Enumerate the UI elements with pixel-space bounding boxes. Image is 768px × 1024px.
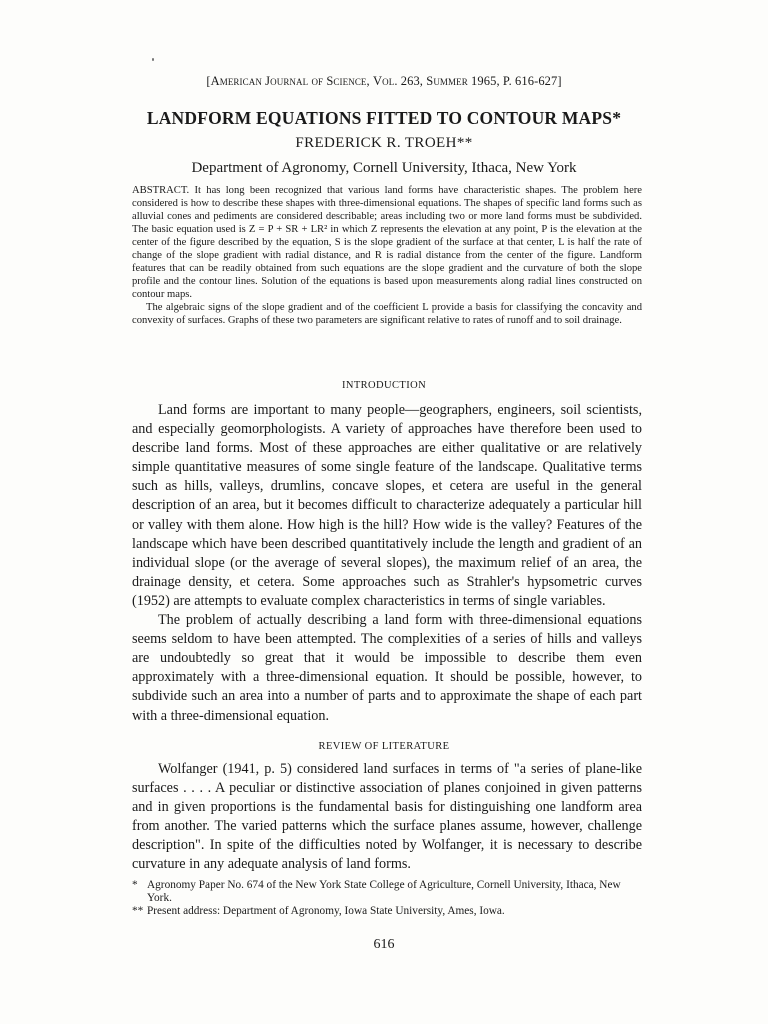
citation-volume-label: Vol	[372, 74, 395, 88]
body-paragraph: The problem of actually describing a land form with three-dimensional equations seems seldom to have been attempted. The complexities of a series of hills and valleys are undoubtedly so great that it would be impossible to describe them even approximately with a three-dimensional equation. It should be possible, however, to subdivide such an area into a number of parts and to approximate the shape of each part with a three-dimensional equation.	[132, 612, 642, 724]
abstract-paragraph: The algebraic signs of the slope gradient and of the coefficient L provide a basis for classifying the concavity and convexity of surfaces. Graphs of these two parameters are significant relative to rates of runoff and to soil drainage.	[132, 302, 642, 326]
page-number: 616	[373, 937, 395, 952]
citation-bracket: [	[206, 74, 211, 88]
introduction-body	[132, 401, 642, 726]
paper-author: FREDERICK R. TROEH**	[295, 135, 473, 151]
citation-journal: American Journal of Science	[210, 74, 367, 88]
citation-separator: ,	[366, 74, 373, 88]
section-heading-review: REVIEW OF LITERATURE	[318, 741, 450, 752]
footnote-text: Present address: Department of Agronomy, Iowa State University, Ames, Iowa.	[147, 905, 505, 918]
journal-citation	[0, 74, 768, 89]
footnotes	[132, 879, 642, 919]
abstract-paragraph: ABSTRACT. It has long been recognized that various land forms have characteristic shapes. The problem here considered is how to describe these shapes with three-dimensional equations. The shapes of specific land forms such as alluvial cones and pediments are considered describable; areas including two or more land forms must be subdivided. The basic equation used is Z = P + SR + LR² in which Z represents the elevation at any point, P is the elevation at the center of the figure described by the equation, S is the slope gradient of the surface at that center, L is half the rate of change of the slope gradient with radial distance, and R is radial distance from the center of the figure. Landform features that can be readily obtained from such equations are the slope gradient and the curvature of both the slope profile and the contour lines. Solution of the equations is based upon measurements along radial lines constructed on contour maps.	[132, 185, 642, 300]
body-paragraph: Wolfanger (1941, p. 5) considered land surfaces in terms of "a series of plane-like surfaces . . . . A peculiar or distinctive association of planes conjoined in given patterns and in given proportions is the fundamental basis for distinguishing one landform area from another. The varied patterns which the surface planes assume, however, challenge description". In spite of the difficulties noted by Wolfanger, it is necessary to describe curvature in any adequate analysis of land forms.	[132, 761, 642, 873]
footnote-mark: *	[132, 879, 138, 891]
abstract	[132, 184, 642, 327]
citation-season: Summer	[426, 74, 468, 88]
review-body	[132, 760, 642, 875]
footnote-mark: **	[132, 905, 144, 918]
citation-volume-number: . 263,	[394, 74, 427, 88]
footnote-text: Agronomy Paper No. 674 of the New York State College of Agriculture, Cornell University, Ithaca, New York.	[147, 879, 621, 905]
section-heading-introduction: INTRODUCTION	[341, 380, 427, 391]
body-paragraph: Land forms are important to many people—geographers, engineers, soil scientists, and especially geomorphologists. A variety of approaches have therefore been used to describe land forms. Most of these approaches are either qualitative or are relatively simple quantitative measures of some single feature of the landscape. Qualitative terms such as hills, valleys, drumlins, concave slopes, et cetera are useful in the general description of an area, but it becomes difficult to characterize adequately a particular hill or valley with them alone. How high is the hill? How wide is the valley? Features of the landscape which have been described quantitatively include the length and gradient of an individual slope (or the average of several slopes), the maximum relief of an area, the drainage density, et cetera. Some approaches such as Strahler's hypsometric curves (1952) are attempts to evaluate complex characteristics in terms of single variables.	[132, 402, 642, 609]
scan-speck	[152, 58, 154, 61]
citation-year-pages: 1965, P. 616-627]	[467, 74, 562, 88]
author-affiliation: Department of Agronomy, Cornell University, Ithaca, New York	[191, 160, 577, 176]
footnote	[132, 879, 642, 905]
footnote	[132, 905, 642, 918]
paper-title: LANDFORM EQUATIONS FITTED TO CONTOUR MAPS*	[146, 108, 622, 128]
